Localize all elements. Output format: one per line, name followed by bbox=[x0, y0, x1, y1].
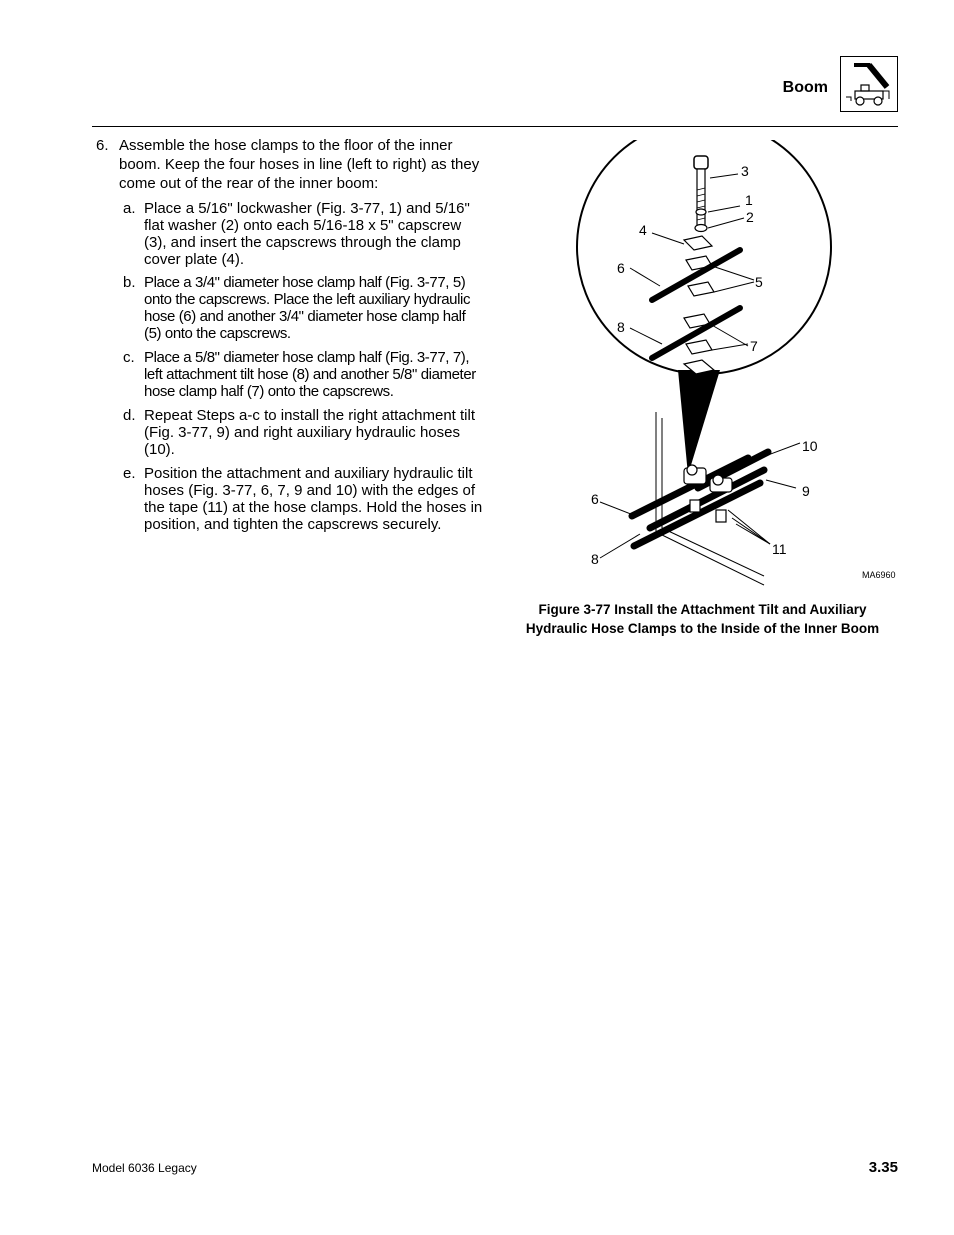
substep-text: Place a 5/16" lockwasher (Fig. 3-77, 1) and 5/16" flat washer (2) onto each 5/16-18 x 5" capscrew (3), and insert the capscrews through the clamp cover plate (4). bbox=[144, 200, 470, 268]
substep-letter: b. bbox=[123, 274, 136, 291]
caption-line-1: Figure 3-77 Install the Attachment Tilt and Auxiliary bbox=[538, 602, 867, 617]
callout-2: 2 bbox=[746, 209, 754, 225]
callout-5: 5 bbox=[755, 274, 763, 290]
caption-line-2: Hydraulic Hose Clamps to the Inside of the Inner Boom bbox=[525, 621, 880, 636]
callout-8-main: 8 bbox=[591, 551, 599, 567]
footer-model: Model 6036 Legacy bbox=[92, 1161, 197, 1175]
callout-9: 9 bbox=[802, 483, 810, 499]
substep-text: Place a 5/8" diameter hose clamp half (Fig. 3-77, 7), left attachment tilt hose (8) and another 5/8" diameter hose clamp half (7) onto the capscrews. bbox=[144, 349, 476, 400]
substep-e bbox=[123, 465, 483, 533]
page-number: 3.35 bbox=[868, 1159, 898, 1176]
substep-text: Repeat Steps a-c to install the right attachment tilt (Fig. 3-77, 9) and right auxiliary hydraulic hoses (10). bbox=[144, 407, 476, 458]
substep-a bbox=[123, 200, 483, 268]
substep-letter: c. bbox=[123, 349, 135, 366]
callout-8-detail: 8 bbox=[617, 319, 625, 335]
section-title: Boom bbox=[782, 79, 828, 96]
substep-text: Place a 3/4" diameter hose clamp half (Fig. 3-77, 5) onto the capscrews. Place the left auxiliary hydraulic hose (6) and another 3/4" diameter hose clamp half (5) onto the capscrews. bbox=[144, 274, 471, 342]
step-6 bbox=[96, 136, 481, 193]
hose-clamp-illustration bbox=[560, 140, 900, 590]
callout-6-main: 6 bbox=[591, 491, 599, 507]
detail-pointer bbox=[678, 370, 720, 475]
callout-10: 10 bbox=[802, 438, 818, 454]
installed-hoses bbox=[632, 452, 768, 546]
figure-caption bbox=[505, 600, 900, 638]
callout-11: 11 bbox=[772, 541, 787, 557]
callout-7: 7 bbox=[750, 338, 758, 354]
lockwasher-part bbox=[696, 209, 706, 215]
callout-6-detail: 6 bbox=[617, 260, 625, 276]
step-text: Assemble the hose clamps to the floor of the inner boom. Keep the four hoses in line (left to right) as they come out of the rear of the inner boom: bbox=[119, 137, 480, 192]
callout-3: 3 bbox=[741, 163, 749, 179]
telehandler-boom-icon bbox=[840, 56, 898, 112]
flat-washer-part bbox=[695, 225, 707, 232]
callout-1: 1 bbox=[745, 192, 753, 208]
substep-c bbox=[123, 349, 483, 400]
substep-text: Position the attachment and auxiliary hydraulic tilt hoses (Fig. 3-77, 6, 7, 9 and 10) with the edges of the tape (11) at the hose clamps. Hold the hoses in position, and tighten the capscrews securely. bbox=[144, 465, 483, 533]
header-divider bbox=[92, 126, 898, 127]
substep-letter: d. bbox=[123, 407, 136, 424]
substep-d bbox=[123, 407, 483, 458]
hose-8 bbox=[634, 483, 760, 546]
figure-code: MA6960 bbox=[862, 570, 896, 580]
substep-b bbox=[123, 274, 483, 342]
substep-letter: a. bbox=[123, 200, 136, 217]
substep-letter: e. bbox=[123, 465, 136, 482]
callout-4: 4 bbox=[639, 222, 647, 238]
step-number: 6. bbox=[96, 137, 109, 154]
